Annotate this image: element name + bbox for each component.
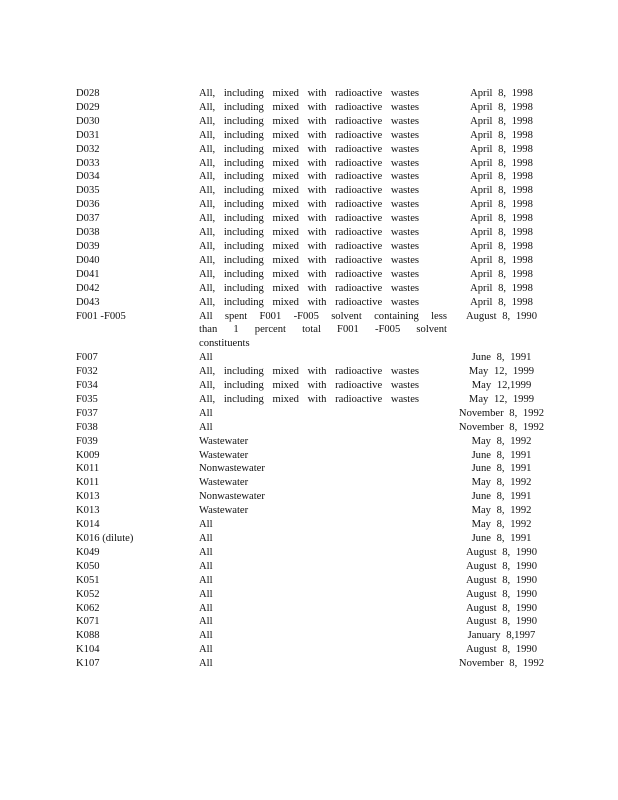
effective-date: April 8, 1998	[470, 296, 533, 308]
waste-code-table	[76, 87, 556, 671]
waste-code: D035	[76, 185, 100, 197]
waste-code: D042	[76, 282, 100, 294]
table-row	[76, 560, 556, 574]
waste-code: D041	[76, 268, 100, 280]
table-row	[76, 87, 556, 101]
effective-date: June 8, 1991	[471, 463, 532, 475]
waste-code: F032	[76, 366, 98, 378]
waste-description: Wastewater	[199, 449, 249, 461]
waste-code: K009	[76, 449, 100, 461]
table-row	[76, 268, 556, 282]
effective-date: April 8, 1998	[470, 282, 533, 294]
table-row	[76, 296, 556, 310]
waste-description: All	[199, 560, 213, 572]
waste-description: All, including mixed with radioactive wastes	[199, 101, 420, 113]
effective-date: August 8, 1990	[465, 644, 538, 656]
effective-date: April 8, 1998	[470, 199, 533, 211]
table-row	[76, 546, 556, 560]
waste-description: All, including mixed with radioactive wastes	[199, 157, 420, 169]
waste-description: All, including mixed with radioactive wastes	[199, 366, 420, 378]
waste-description: All	[199, 519, 213, 531]
waste-description: All, including mixed with radioactive wastes	[199, 143, 420, 155]
effective-date: May 12, 1999	[468, 393, 535, 405]
effective-date: August 8, 1990	[465, 616, 538, 628]
effective-date: April 8, 1998	[470, 213, 533, 225]
waste-description: All, including mixed with radioactive wastes	[199, 296, 420, 308]
table-row	[76, 407, 556, 421]
waste-code: K049	[76, 546, 100, 558]
waste-code: K107	[76, 658, 100, 670]
effective-date: April 8, 1998	[470, 254, 533, 266]
table-row	[76, 657, 556, 671]
effective-date: August 8, 1990	[465, 602, 538, 614]
waste-description: All	[199, 630, 213, 642]
waste-description: All, including mixed with radioactive wastes	[199, 88, 420, 99]
waste-code: D032	[76, 143, 100, 155]
waste-code: D038	[76, 227, 100, 239]
waste-description: All, including mixed with radioactive wastes	[199, 129, 420, 141]
waste-code: K013	[76, 505, 100, 517]
waste-description: All, including mixed with radioactive wastes	[199, 282, 420, 294]
waste-description: All, including mixed with radioactive wastes	[199, 185, 420, 197]
table-row	[76, 490, 556, 504]
waste-code: F039	[76, 435, 98, 447]
waste-code: D028	[76, 88, 100, 99]
waste-code: D030	[76, 115, 100, 127]
table-row	[76, 532, 556, 546]
table-row	[76, 643, 556, 657]
waste-code: K104	[76, 644, 100, 656]
table-row	[76, 615, 556, 629]
waste-code: K014	[76, 519, 100, 531]
table-row	[76, 101, 556, 115]
table-row	[76, 129, 556, 143]
effective-date: May 8, 1992	[471, 435, 532, 447]
effective-date: January 8,1997	[467, 630, 536, 642]
table-row	[76, 184, 556, 198]
waste-description: All, including mixed with radioactive wastes	[199, 171, 420, 183]
table-row	[76, 504, 556, 518]
waste-description: Wastewater	[199, 435, 249, 447]
waste-description: All spent F001 -F005 solvent containing less than 1 percent total F001 -F005 solvent constituents	[199, 310, 447, 350]
effective-date: November 8, 1992	[458, 658, 545, 670]
waste-description: All, including mixed with radioactive wastes	[199, 268, 420, 280]
waste-code: K071	[76, 616, 100, 628]
waste-code: D029	[76, 101, 100, 113]
table-row	[76, 198, 556, 212]
waste-code: K088	[76, 630, 100, 642]
table-row	[76, 170, 556, 184]
waste-description: All	[199, 574, 213, 586]
waste-code: F034	[76, 380, 98, 392]
waste-code: D036	[76, 199, 100, 211]
waste-code: K050	[76, 560, 100, 572]
effective-date: June 8, 1991	[471, 491, 532, 503]
effective-date: April 8, 1998	[470, 185, 533, 197]
table-row	[76, 462, 556, 476]
table-row	[76, 254, 556, 268]
effective-date: April 8, 1998	[470, 157, 533, 169]
table-row	[76, 212, 556, 226]
effective-date: August 8, 1990	[465, 310, 538, 322]
waste-code: K052	[76, 588, 100, 600]
effective-date: April 8, 1998	[470, 115, 533, 127]
waste-description: All	[199, 533, 213, 544]
effective-date: May 8, 1992	[471, 519, 532, 531]
waste-code: K013	[76, 491, 100, 503]
waste-description: All, including mixed with radioactive wastes	[199, 254, 420, 266]
effective-date: June 8, 1991	[471, 449, 532, 461]
waste-code: F038	[76, 421, 98, 433]
waste-description: All	[199, 616, 213, 628]
table-row	[76, 157, 556, 171]
waste-code: D033	[76, 157, 100, 169]
effective-date: April 8, 1998	[470, 101, 533, 113]
effective-date: April 8, 1998	[470, 171, 533, 183]
effective-date: November 8, 1992	[458, 407, 545, 419]
table-row	[76, 310, 556, 352]
effective-date: April 8, 1998	[470, 88, 533, 99]
waste-code: F001 -F005	[76, 310, 126, 322]
effective-date: August 8, 1990	[465, 560, 538, 572]
table-row	[76, 435, 556, 449]
waste-description: All	[199, 602, 213, 614]
effective-date: April 8, 1998	[470, 268, 533, 280]
waste-description: All	[199, 644, 213, 656]
effective-date: April 8, 1998	[470, 240, 533, 252]
table-row	[76, 629, 556, 643]
waste-description: Nonwastewater	[199, 491, 265, 503]
table-row	[76, 518, 556, 532]
effective-date: June 8, 1991	[471, 352, 532, 364]
effective-date: June 8, 1991	[471, 533, 532, 544]
table-row	[76, 421, 556, 435]
waste-code: D031	[76, 129, 100, 141]
waste-description: All	[199, 546, 213, 558]
waste-code: K016 (dilute)	[76, 533, 134, 544]
effective-date: November 8, 1992	[458, 421, 545, 433]
waste-description: All	[199, 352, 213, 364]
waste-code: D040	[76, 254, 100, 266]
table-row	[76, 351, 556, 365]
waste-code: K011	[76, 463, 100, 475]
effective-date: May 12, 1999	[468, 366, 535, 378]
effective-date: May 8, 1992	[471, 505, 532, 517]
waste-code: D034	[76, 171, 100, 183]
table-row	[76, 574, 556, 588]
waste-description: All	[199, 407, 213, 419]
table-row	[76, 226, 556, 240]
table-row	[76, 393, 556, 407]
table-row	[76, 379, 556, 393]
waste-code: D037	[76, 213, 100, 225]
table-row	[76, 240, 556, 254]
waste-description: All, including mixed with radioactive wastes	[199, 213, 420, 225]
table-row	[76, 602, 556, 616]
effective-date: August 8, 1990	[465, 574, 538, 586]
waste-description: Wastewater	[199, 477, 249, 489]
effective-date: May 12,1999	[471, 380, 532, 392]
table-row	[76, 449, 556, 463]
waste-description: All, including mixed with radioactive wastes	[199, 380, 420, 392]
waste-description: Nonwastewater	[199, 463, 265, 475]
waste-code: K051	[76, 574, 100, 586]
waste-code: D043	[76, 296, 100, 308]
waste-description: All	[199, 658, 213, 670]
waste-code: D039	[76, 240, 100, 252]
waste-code: F007	[76, 352, 98, 364]
waste-description: All, including mixed with radioactive wastes	[199, 115, 420, 127]
effective-date: April 8, 1998	[470, 129, 533, 141]
table-row	[76, 365, 556, 379]
table-row	[76, 282, 556, 296]
waste-description: All, including mixed with radioactive wastes	[199, 199, 420, 211]
waste-description: Wastewater	[199, 505, 249, 517]
waste-description: All, including mixed with radioactive wastes	[199, 227, 420, 239]
effective-date: August 8, 1990	[465, 546, 538, 558]
waste-code: F037	[76, 407, 98, 419]
waste-code: F035	[76, 393, 98, 405]
effective-date: May 8, 1992	[471, 477, 532, 489]
waste-description: All, including mixed with radioactive wastes	[199, 240, 420, 252]
table-row	[76, 115, 556, 129]
table-row	[76, 143, 556, 157]
waste-code: K062	[76, 602, 100, 614]
waste-description: All	[199, 588, 213, 600]
effective-date: April 8, 1998	[470, 143, 533, 155]
effective-date: August 8, 1990	[465, 588, 538, 600]
waste-description: All, including mixed with radioactive wastes	[199, 393, 420, 405]
table-row	[76, 476, 556, 490]
waste-description: All	[199, 421, 213, 433]
waste-code: K011	[76, 477, 100, 489]
effective-date: April 8, 1998	[470, 227, 533, 239]
table-row	[76, 588, 556, 602]
